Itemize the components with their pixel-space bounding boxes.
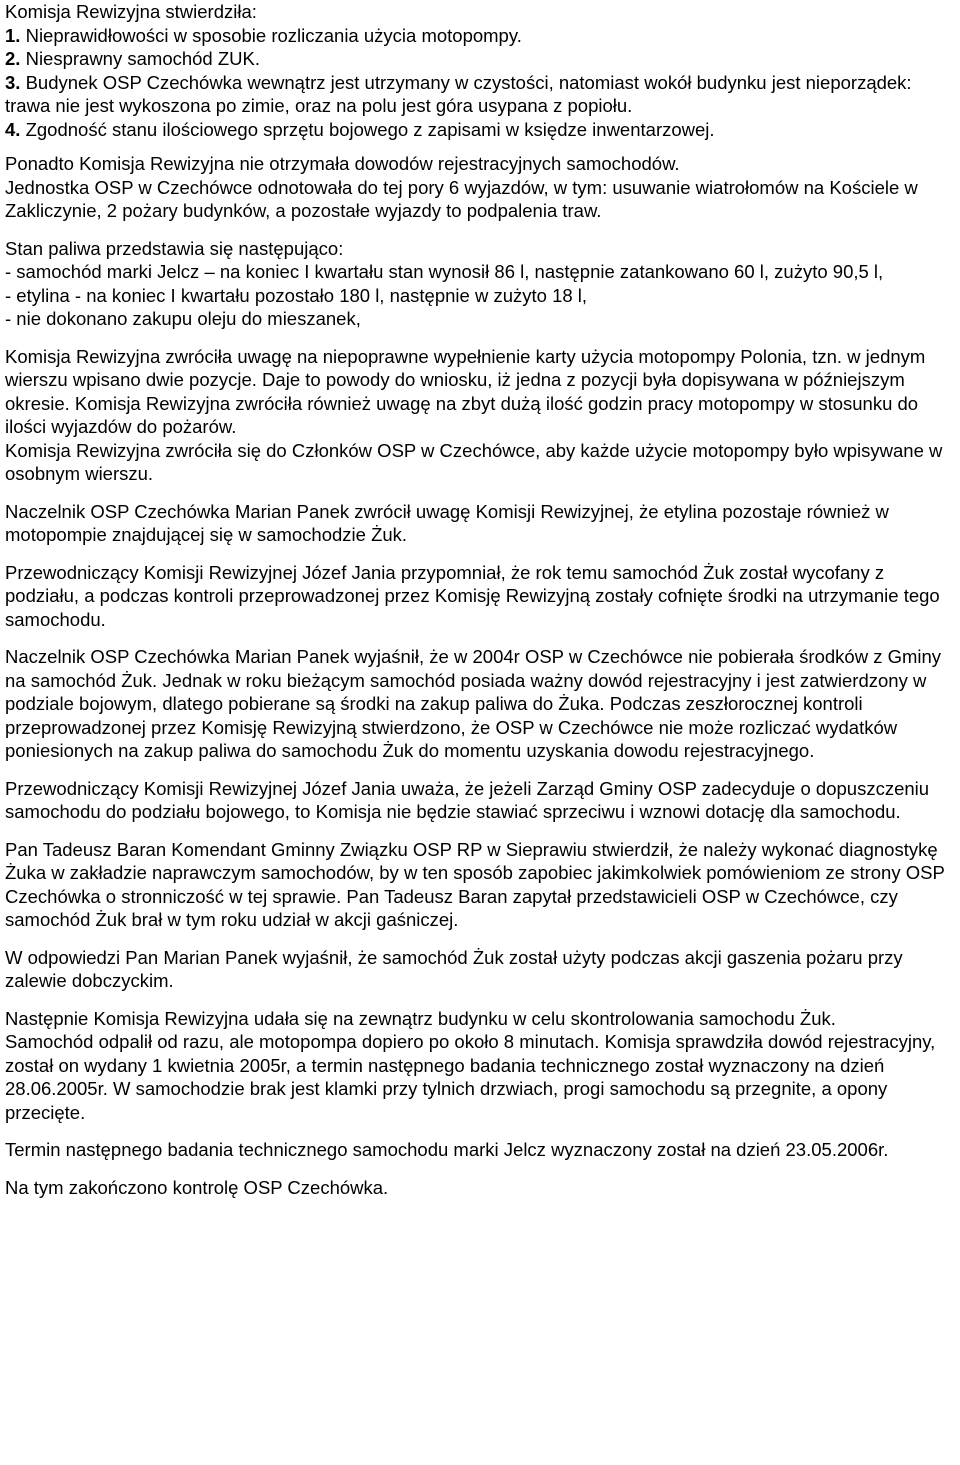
fuel-line-jelcz: - samochód marki Jelcz – na koniec I kwartału stan wynosił 86 l, następnie zatankowano 60 l, zużyto 90,5 l, [5,261,884,282]
paragraph-dotacja: Przewodniczący Komisji Rewizyjnej Józef Jania uważa, że jeżeli Zarząd Gminy OSP zadecyduje o dopuszczeniu samochodu do podziału bojowego, to Komisja nie będzie stawiać sprzeciwu i wznowi dotację dla samochodu. [5,777,930,822]
finding-number: 3. [5,71,21,93]
paragraph-dowody: Ponadto Komisja Rewizyjna nie otrzymała dowodów rejestracyjnych samochodów. [5,153,680,174]
paragraph-odpalil: Samochód odpalił od razu, ale motopompa dopiero po około 8 minutach. Komisja sprawdziła dowód rejestracyjny, został on wydany 1 kwietnia 2005r, a termin następnego badania technicznego został wyznaczony na dzień 28.06.2005r. W samochodzie brak jest klamki przy tylnich drzwiach, progi samochodu są przegnite, a opony przecięte. [5,1031,936,1123]
fuel-section [5,237,960,331]
finding-text: Zgodność stanu ilościowego sprzętu bojowego z zapisami w księdze inwentarzowej. [20,118,715,140]
paragraph-koniec: Na tym zakończono kontrolę OSP Czechówka. [5,1176,389,1198]
paragraph-baran: Pan Tadeusz Baran Komendant Gminny Związku OSP RP w Sieprawiu stwierdził, że należy wykonać diagnostykę Żuka w zakładzie naprawczym samochodów, by w ten sposób zapobiec jakimkolwiek pomówieniom ze strony OSP Czechówka o stronniczość w tej sprawie. Pan Tadeusz Baran zapytał przedstawicieli OSP w Czechówce, czy samochód Żuk brał w tym roku udział w akcji gaśniczej. [5,838,945,930]
finding-item-3 [5,71,960,118]
finding-number: 4. [5,118,21,140]
fuel-heading: Stan paliwa przedstawia się następująco: [5,237,344,259]
paragraph-jelcz: Termin następnego badania technicznego samochodu marki Jelcz wyznaczony został na dzień 23.05.2006r. [5,1139,889,1160]
finding-item-2 [5,47,960,71]
paragraph-2004: Naczelnik OSP Czechówka Marian Panek wyjaśnił, że w 2004r OSP w Czechówce nie pobierała środków z Gminy na samochód Żuk. Jednak w roku bieżącym samochód posiada ważny dowód rejestracyjny i jest zatwierdzony w podziale bojowym, dlatego pobierane są środki na zakup paliwa do Żuka. Podczas zeszłorocznej kontroli przeprowadzonej przez Komisję Rewizyjną stwierdzono, że OSP w Czechówce nie może rozliczać wydatków poniesionych na zakup paliwa do samochodu Żuk do momentu uzyskania dowodu rejestracyjnego. [5,646,942,761]
finding-text: Niesprawny samochód ZUK. [20,48,260,69]
findings-section [5,0,960,141]
paragraph-wyjazdy: Jednostka OSP w Czechówce odnotowała do tej pory 6 wyjazdów, w tym: usuwanie wiatrołomów na Kościele w Zakliczynie, 2 pożary budynków, a pozostałe wyjazdy to podpalenia traw. [5,176,918,221]
paragraph-karta: Komisja Rewizyjna zwróciła uwagę na niepoprawne wypełnienie karty użycia motopompy Polonia, tzn. w jednym wierszu wpisano dwie pozycje. Daje to powody do wniosku, iż jedna z pozycji była dopisywana w późniejszym okresie. Komisja Rewizyjna zwróciła również uwagę na zbyt dużą ilość godzin pracy motopompy w stosunku do ilości wyjazdów do pożarów. [5,345,926,437]
finding-text: Nieprawidłowości w sposobie rozliczania użycia motopompy. [20,24,522,46]
finding-number: 2. [5,48,21,69]
finding-item-1 [5,24,960,48]
fuel-line-olej: - nie dokonano zakupu oleju do mieszanek, [5,308,361,329]
paragraph-skontrolowanie: Następnie Komisja Rewizyjna udała się na zewnątrz budynku w celu skontrolowania samochodu Żuk. [5,1007,836,1029]
findings-heading: Komisja Rewizyjna stwierdziła: [5,1,257,22]
paragraph-wiersz: Komisja Rewizyjna zwróciła się do Członków OSP w Czechówce, aby każde użycie motopompy było wpisywane w osobnym wierszu. [5,439,943,484]
paragraph-wycofany: Przewodniczący Komisji Rewizyjnej Józef Jania przypomniał, że rok temu samochód Żuk został wycofany z podziału, a podczas kontroli przeprowadzonej przez Komisję Rewizyjną zostały cofnięte środki na utrzymanie tego samochodu. [5,561,940,630]
paragraph-odpowiedz: W odpowiedzi Pan Marian Panek wyjaśnił, że samochód Żuk został użyty podczas akcji gaszenia pożaru przy zalewie dobczyckim. [5,946,903,991]
finding-item-4 [5,118,960,142]
finding-number: 1. [5,24,21,46]
paragraph-etylina: Naczelnik OSP Czechówka Marian Panek zwrócił uwagę Komisji Rewizyjnej, że etylina pozostaje również w motopompie znajdującej się w samochodzie Żuk. [5,500,889,545]
finding-text: Budynek OSP Czechówka wewnątrz jest utrzymany w czystości, natomiast wokół budynku jest nieporządek: trawa nie jest wykoszona po zimie, oraz na polu jest góra usypana z popiołu. [5,71,912,116]
fuel-line-etylina: - etylina - na koniec I kwartału pozostało 180 l, następnie w zużyto 18 l, [5,284,588,306]
